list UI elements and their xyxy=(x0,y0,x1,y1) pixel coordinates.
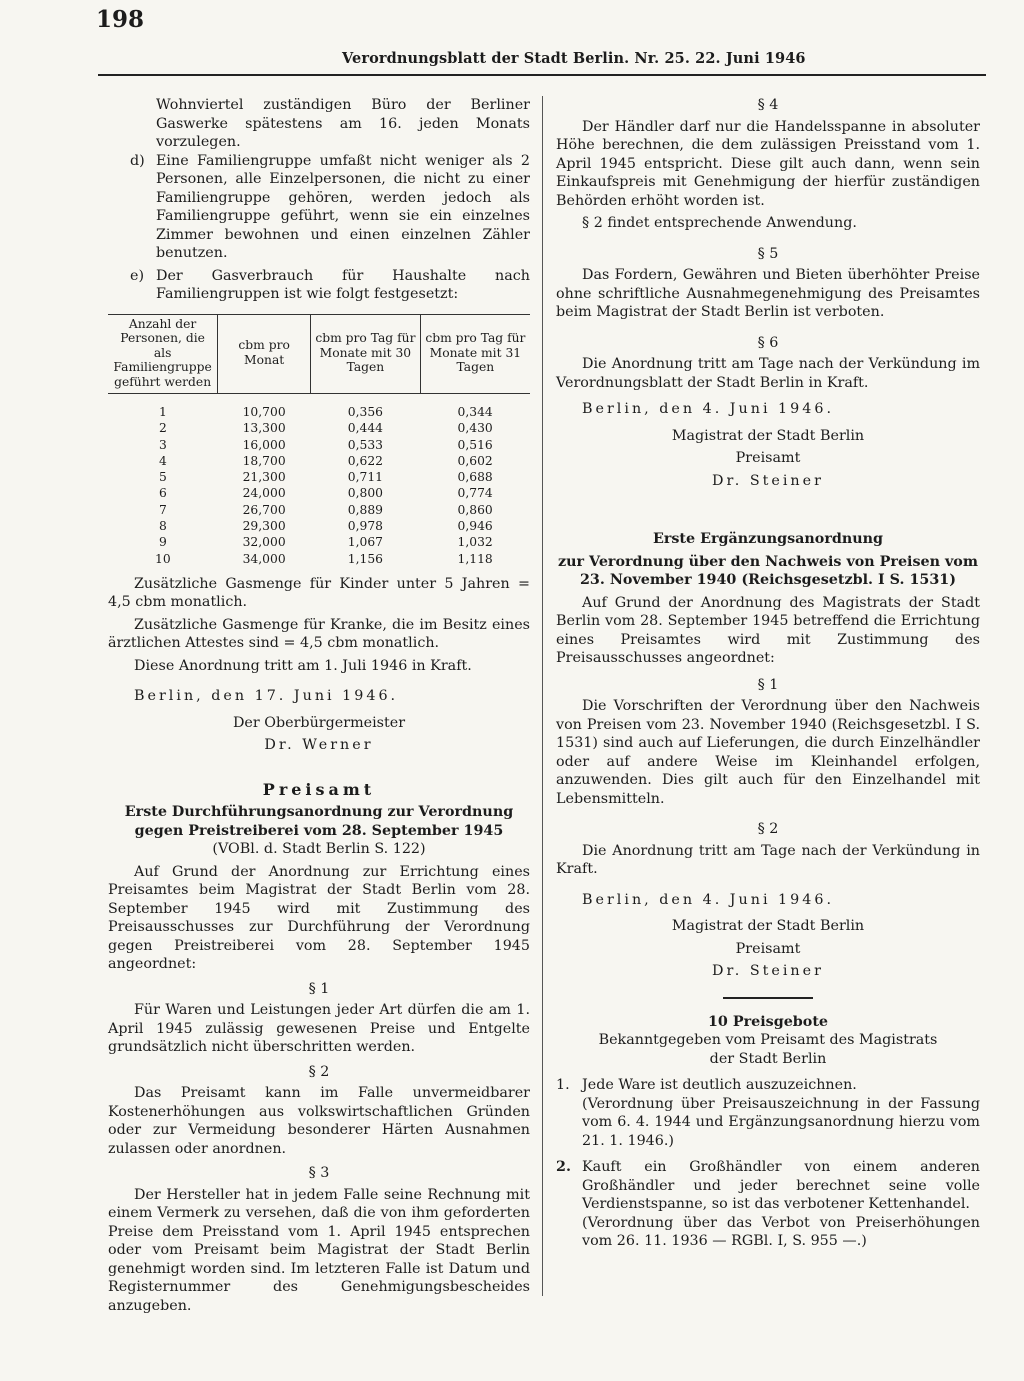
cell-31: 0,430 xyxy=(457,421,493,436)
table-row xyxy=(108,551,530,567)
running-head: Verordnungsblatt der Stadt Berlin. Nr. 25. 22. Juni 1946 xyxy=(342,50,806,67)
signature-dept-1: Preisamt xyxy=(735,450,801,466)
table-row xyxy=(108,437,530,453)
section-sign-1: § 1 xyxy=(308,980,330,997)
decree2-section-2: Die Anordnung tritt am Tage nach der Verkündung in Kraft. xyxy=(556,842,980,877)
section-4-text: Der Händler darf nur die Handelsspanne in absoluter Höhe berechnen, die dem zulässigen Preisstand vom 1. April 1945 entspricht. Diese gilt auch dann, wenn sein Einkaufspreis mit Genehmigung der hierfür zuständigen Behörden erhöht worden ist. xyxy=(556,118,980,209)
column-divider xyxy=(542,96,543,1296)
table-row xyxy=(108,534,530,550)
table-row xyxy=(108,485,530,501)
section-title: Preisamt xyxy=(262,779,376,799)
left-column xyxy=(108,96,530,1315)
table-row xyxy=(108,453,530,469)
section-sign-4: § 4 xyxy=(757,97,779,113)
table-header-month: cbm pro Monat xyxy=(218,314,311,394)
decree2-sign-1: § 1 xyxy=(757,676,779,693)
table-row xyxy=(108,469,530,485)
decree-intro: Auf Grund der Anordnung zur Errichtung eines Preisamtes beim Magistrat der Stadt Berlin vom 28. September 1945 wird mit Zustimmung des Preisausschusses zur Durchführung der Verordnung gegen Preistreiberei vom 28. September 1945 angeordnet: xyxy=(108,863,530,973)
rule-1-number: 1. xyxy=(556,1077,570,1093)
cell-persons: 8 xyxy=(158,519,167,534)
header-rule xyxy=(98,74,986,76)
gas-consumption-table xyxy=(108,314,530,567)
date-line: Berlin, den 17. Juni 1946. xyxy=(134,688,399,705)
cell-month: 32,000 xyxy=(242,535,286,550)
table-row xyxy=(108,518,530,534)
cell-month: 34,000 xyxy=(242,551,286,566)
cell-month: 29,300 xyxy=(242,519,286,534)
section-divider xyxy=(723,997,813,999)
rule-2-text: Kauft ein Großhändler von einem anderen Großhändler und jeder berechnet seine volle Verdienstspanne, so ist das verbotener Kettenhandel. xyxy=(582,1159,980,1212)
decree-title: Erste Durchführungsanordnung zur Verordnung gegen Preistreiberei vom 28. September 1945 xyxy=(124,804,514,839)
table-header-row xyxy=(108,314,530,394)
section-6-text: Die Anordnung tritt am Tage nach der Verkündung im Verordnungsblatt der Stadt Berlin in Kraft. xyxy=(556,356,980,391)
section-1-text: Für Waren und Leistungen jeder Art dürfen die am 1. April 1945 zulässig gewesenen Preise und Entgelte grundsätzlich nicht überschritten werden. xyxy=(108,1002,530,1056)
item-d xyxy=(108,152,530,263)
cell-30: 1,067 xyxy=(347,535,384,550)
cell-persons: 1 xyxy=(158,405,167,419)
section-sign-2: § 2 xyxy=(308,1063,330,1080)
cell-persons: 10 xyxy=(155,551,171,566)
rule-2 xyxy=(556,1158,980,1214)
cell-month: 24,000 xyxy=(242,486,286,501)
cell-month: 16,000 xyxy=(242,437,286,452)
cell-30: 0,889 xyxy=(347,502,384,517)
cell-30: 0,711 xyxy=(347,470,384,485)
cell-30: 0,356 xyxy=(347,405,384,419)
signature-office: Der Oberbürgermeister xyxy=(232,714,406,731)
rules-subtitle: Bekanntgegeben vom Preisamt des Magistrats der Stadt Berlin xyxy=(598,1032,938,1067)
item-e xyxy=(108,267,530,304)
signature-name-1: Dr. Steiner xyxy=(712,472,824,489)
cell-month: 26,700 xyxy=(242,502,286,517)
decree2-intro: Auf Grund der Anordnung des Magistrats der Stadt Berlin vom 28. September 1945 betreffend die Errichtung eines Preisamtes wird mit Zustimmung des Preisausschusses angeordnet: xyxy=(556,594,980,666)
extra-children: Zusätzliche Gasmenge für Kinder unter 5 Jahren = 4,5 cbm monatlich. xyxy=(108,575,530,611)
table-row xyxy=(108,394,530,421)
section-3-text: Der Hersteller hat in jedem Falle seine Rechnung mit einem Vermerk zu versehen, daß die von ihm geforderten Preise dem Preisstand vom 1. April 1945 entsprechen oder vom Preisamt beim Magistrat der Stadt Berlin genehmigt worden sind. Im letzteren Falle ist Datum und Registernummer des Genehmigungsbescheides anzugeben. xyxy=(108,1186,530,1314)
rule-1-text: Jede Ware ist deutlich auszuzeichnen. xyxy=(582,1077,857,1093)
cell-persons: 3 xyxy=(158,437,167,452)
section-sign-5: § 5 xyxy=(757,245,779,262)
cell-31: 0,774 xyxy=(457,486,493,501)
cell-persons: 2 xyxy=(158,421,167,436)
cell-31: 0,516 xyxy=(457,437,493,452)
table-header-31-days: cbm pro Tag für Monate mit 31 Tagen xyxy=(420,314,530,394)
cell-month: 21,300 xyxy=(242,470,286,485)
cell-persons: 9 xyxy=(158,535,167,550)
cell-31: 0,946 xyxy=(457,519,493,534)
cell-31: 0,344 xyxy=(457,405,493,419)
rules-title: 10 Preisgebote xyxy=(707,1013,829,1030)
intro-continuation: Wohnviertel zuständigen Büro der Berliner Gaswerke spätestens am 16. jeden Monats vorzulegen. xyxy=(156,97,530,150)
cell-30: 0,622 xyxy=(347,453,384,468)
cell-30: 0,800 xyxy=(347,486,384,501)
cell-persons: 5 xyxy=(158,470,167,485)
cell-31: 1,032 xyxy=(457,535,493,550)
cell-persons: 4 xyxy=(158,453,167,468)
rule-1 xyxy=(556,1076,980,1095)
section-sign-3: § 3 xyxy=(308,1165,330,1182)
cell-month: 13,300 xyxy=(242,421,286,436)
cell-month: 18,700 xyxy=(242,453,286,468)
cell-month: 10,700 xyxy=(242,405,286,419)
signature-office-1: Magistrat der Stadt Berlin xyxy=(671,427,865,444)
item-d-text: Eine Familiengruppe umfaßt nicht weniger als 2 Personen, alle Einzelpersonen, die nicht zu einer Familiengruppe gehören, werden jedoch als Familiengruppe geführt, wenn sie ein einzelnes Zimmer bewohnen und einen einzelnen Zähler benutzen. xyxy=(156,152,530,261)
effective-date: Diese Anordnung tritt am 1. Juli 1946 in Kraft. xyxy=(134,657,472,674)
item-e-text: Der Gasverbrauch für Haushalte nach Familiengruppen ist wie folgt festgesetzt: xyxy=(156,267,530,302)
signature-dept-2: Preisamt xyxy=(735,940,801,957)
cell-30: 0,444 xyxy=(347,421,384,436)
table-header-30-days: cbm pro Tag für Monate mit 30 Tagen xyxy=(311,314,421,394)
section-5-text: Das Fordern, Gewähren und Bieten überhöhter Preise ohne schriftliche Ausnahmegenehmigung des Preisamtes beim Magistrat der Stadt Berlin ist verboten. xyxy=(556,267,980,320)
cell-31: 0,602 xyxy=(457,453,493,468)
table-row xyxy=(108,502,530,518)
date-line-2: Berlin, den 4. Juni 1946. xyxy=(582,891,834,908)
section-4-addendum: § 2 findet entsprechende Anwendung. xyxy=(582,215,857,231)
cell-31: 0,860 xyxy=(457,502,493,517)
cell-31: 0,688 xyxy=(457,470,493,485)
section-2-text: Das Preisamt kann im Falle unvermeidbarer Kostenerhöhungen aus volkswirtschaftlichen Gründen oder zur Vermeidung besonderer Härten Ausnahmen zulassen oder anordnen. xyxy=(108,1085,530,1157)
decree2-sign-2: § 2 xyxy=(757,821,779,837)
right-column xyxy=(556,96,980,1251)
extra-sick: Zusätzliche Gasmenge für Kranke, die im Besitz eines ärztlichen Attestes sind = 4,5 cbm monatlich. xyxy=(108,616,530,652)
page-number: 198 xyxy=(96,6,145,33)
decree2-title: Erste Ergänzungsanordnung xyxy=(652,531,884,547)
decree2-subtitle: zur Verordnung über den Nachweis von Preisen vom 23. November 1940 (Reichsgesetzbl. I S. 1531) xyxy=(558,553,978,588)
cell-30: 0,533 xyxy=(347,437,384,452)
cell-30: 0,978 xyxy=(347,519,384,534)
section-sign-6: § 6 xyxy=(757,334,779,351)
rule-1-reference: (Verordnung über Preisauszeichnung in der Fassung vom 6. 4. 1944 und Ergänzungsanordnung hierzu vom 21. 1. 1946.) xyxy=(582,1095,980,1149)
signature-name: Dr. Werner xyxy=(264,737,374,754)
date-line-1: Berlin, den 4. Juni 1946. xyxy=(582,401,834,417)
cell-persons: 7 xyxy=(158,502,167,517)
table-row xyxy=(108,420,530,436)
cell-persons: 6 xyxy=(158,486,167,501)
rule-2-reference: (Verordnung über das Verbot von Preiserhöhungen vom 26. 11. 1936 — RGBl. I, S. 955 —.) xyxy=(582,1214,980,1249)
item-d-label: d) xyxy=(130,152,145,169)
signature-office-2: Magistrat der Stadt Berlin xyxy=(671,918,865,934)
rule-2-number: 2. xyxy=(556,1159,571,1175)
cell-30: 1,156 xyxy=(347,551,384,566)
item-e-label: e) xyxy=(130,267,145,284)
table-header-persons: Anzahl der Personen, die als Familiengruppe geführt werden xyxy=(108,314,218,394)
decree2-section-1: Die Vorschriften der Verordnung über den Nachweis von Preisen vom 23. November 1940 (Reichsgesetzbl. I S. 1531) sind auch auf Lieferungen, die durch Einzelhändler oder auf andere Weise im Kleinhandel erfolgen, anzuwenden. Dies gilt auch für den Einzelhandel mit Lebensmitteln. xyxy=(556,698,980,807)
signature-name-2: Dr. Steiner xyxy=(712,963,824,979)
decree-reference: (VOBl. d. Stadt Berlin S. 122) xyxy=(212,841,426,858)
cell-31: 1,118 xyxy=(457,551,493,566)
